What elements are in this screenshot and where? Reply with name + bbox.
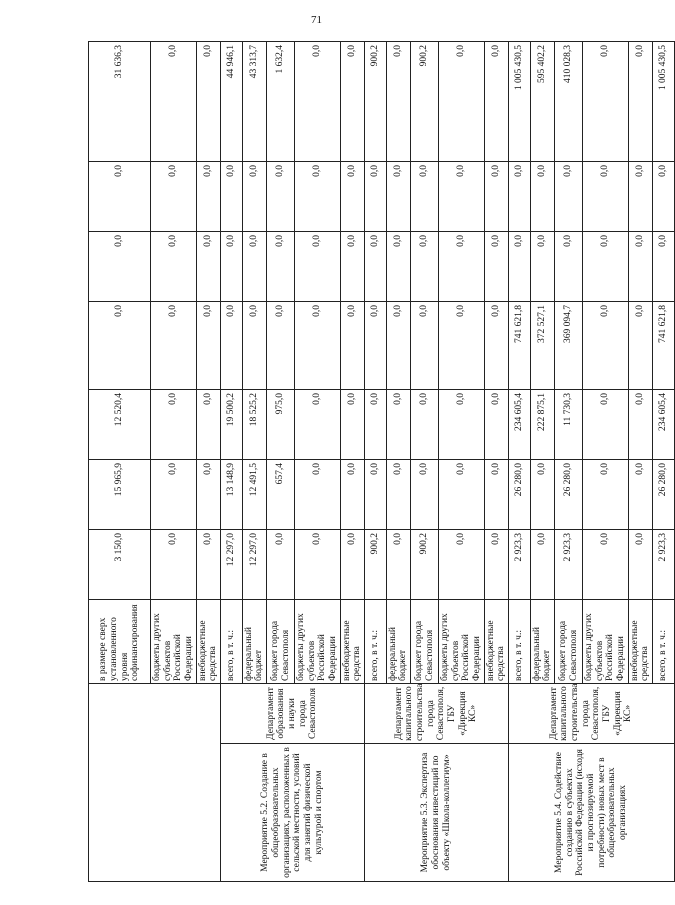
year-value: 0,0 [364, 162, 386, 232]
year-value: 0,0 [295, 390, 341, 460]
year-value: 0,0 [196, 302, 220, 390]
year-value: 372 527,1 [530, 302, 554, 390]
year-value: 0,0 [196, 530, 220, 600]
year-value: 0,0 [439, 302, 485, 390]
year-value: 0,0 [196, 390, 220, 460]
year-value: 0,0 [628, 232, 652, 302]
year-value: 0,0 [628, 390, 652, 460]
total-value: 0,0 [340, 42, 364, 162]
year-value: 0,0 [555, 162, 583, 232]
total-value: 900,2 [411, 42, 439, 162]
year-value: 0,0 [411, 162, 439, 232]
total-value: 44 946,1 [220, 42, 242, 162]
year-value: 0,0 [295, 530, 341, 600]
funding-source: всего, в т. ч.: [364, 600, 386, 684]
funding-source: внебюджетные средства [628, 600, 652, 684]
total-value: 0,0 [151, 42, 197, 162]
year-value: 0,0 [484, 530, 508, 600]
year-value: 0,0 [386, 232, 410, 302]
year-value: 0,0 [484, 232, 508, 302]
total-value: 0,0 [196, 42, 220, 162]
year-value: 0,0 [89, 162, 151, 232]
year-value: 0,0 [583, 390, 629, 460]
year-value: 2 923,3 [508, 530, 530, 600]
year-value: 0,0 [484, 162, 508, 232]
year-value: 234 605,4 [652, 390, 674, 460]
year-value: 0,0 [196, 232, 220, 302]
funding-source: бюджет города Севастополя [411, 600, 439, 684]
table-row [508, 42, 530, 882]
total-value: 0,0 [439, 42, 485, 162]
rotated-table-container [88, 42, 668, 882]
year-value: 0,0 [364, 390, 386, 460]
year-value: 0,0 [508, 162, 530, 232]
funding-source: федеральный бюджет [386, 600, 410, 684]
total-value: 43 313,7 [242, 42, 266, 162]
year-value: 0,0 [484, 302, 508, 390]
year-value: 0,0 [151, 460, 197, 530]
year-value: 0,0 [151, 162, 197, 232]
funding-source: бюджет города Севастополя [267, 600, 295, 684]
year-value: 0,0 [295, 162, 341, 232]
year-value: 26 280,0 [508, 460, 530, 530]
year-value: 26 280,0 [555, 460, 583, 530]
total-value: 0,0 [484, 42, 508, 162]
table-row [364, 42, 386, 882]
total-value: 595 402,2 [530, 42, 554, 162]
funding-source: в размере сверх установленного уровня софинансирования [89, 600, 151, 684]
year-value: 0,0 [411, 460, 439, 530]
year-value: 0,0 [295, 302, 341, 390]
year-value: 0,0 [583, 460, 629, 530]
funding-source: федеральный бюджет [242, 600, 266, 684]
year-value: 657,4 [267, 460, 295, 530]
year-value: 0,0 [555, 232, 583, 302]
year-value: 0,0 [439, 162, 485, 232]
year-value: 0,0 [439, 460, 485, 530]
year-value: 26 280,0 [652, 460, 674, 530]
year-value: 0,0 [295, 460, 341, 530]
responsible-org: Департамент капитального строительства города Севастополя, ГБУ «Дирекция КС» [364, 684, 508, 744]
year-value: 0,0 [583, 232, 629, 302]
event-name: Мероприятие 5.2. Создание в общеобразовательных организациях, расположенных в сельской местности, условий для занятий физической культурой и спортом [220, 744, 364, 882]
year-value: 2 923,3 [652, 530, 674, 600]
year-value: 0,0 [220, 302, 242, 390]
year-value: 0,0 [340, 302, 364, 390]
year-value: 0,0 [386, 162, 410, 232]
total-value: 1 632,4 [267, 42, 295, 162]
year-value: 0,0 [151, 390, 197, 460]
year-value: 0,0 [220, 162, 242, 232]
year-value: 0,0 [267, 232, 295, 302]
funding-source: всего, в т. ч.: [508, 600, 530, 684]
year-value: 0,0 [267, 302, 295, 390]
year-value: 11 730,3 [555, 390, 583, 460]
funding-source: всего, в т. ч.: [220, 600, 242, 684]
page-number: 71 [311, 14, 322, 26]
year-value: 0,0 [196, 460, 220, 530]
year-value: 0,0 [652, 232, 674, 302]
year-value: 0,0 [652, 162, 674, 232]
year-value: 0,0 [484, 460, 508, 530]
year-value: 234 605,4 [508, 390, 530, 460]
total-value: 0,0 [628, 42, 652, 162]
year-value: 0,0 [583, 530, 629, 600]
year-value: 0,0 [439, 530, 485, 600]
year-value: 0,0 [583, 162, 629, 232]
year-value: 0,0 [411, 302, 439, 390]
year-value: 0,0 [439, 232, 485, 302]
funding-source: всего, в т. ч.: [652, 600, 674, 684]
year-value: 0,0 [242, 232, 266, 302]
year-value: 0,0 [151, 232, 197, 302]
year-value: 0,0 [220, 232, 242, 302]
total-value: 1 005 430,5 [508, 42, 530, 162]
year-value: 0,0 [151, 302, 197, 390]
year-value: 0,0 [364, 460, 386, 530]
year-value: 0,0 [628, 460, 652, 530]
year-value: 0,0 [583, 302, 629, 390]
funding-source: бюджеты других субъектов Российской Федерации [583, 600, 629, 684]
empty-cell [89, 684, 221, 882]
funding-source: бюджеты других субъектов Российской Федерации [295, 600, 341, 684]
funding-source: внебюджетные средства [484, 600, 508, 684]
year-value: 12 520,4 [89, 390, 151, 460]
year-value: 0,0 [628, 302, 652, 390]
year-value: 0,0 [295, 232, 341, 302]
year-value: 0,0 [530, 232, 554, 302]
year-value: 0,0 [628, 530, 652, 600]
year-value: 900,2 [364, 530, 386, 600]
year-value: 0,0 [386, 302, 410, 390]
year-value: 0,0 [340, 162, 364, 232]
responsible-org: Департамент капитального строительства города Севастополя, ГБУ «Дирекция КС» [508, 684, 674, 744]
year-value: 0,0 [340, 232, 364, 302]
year-value: 0,0 [89, 232, 151, 302]
year-value: 0,0 [411, 390, 439, 460]
year-value: 900,2 [411, 530, 439, 600]
funding-source: бюджеты других субъектов Российской Федерации [439, 600, 485, 684]
year-value: 0,0 [340, 390, 364, 460]
event-name: Мероприятие 5.3. Экспертиза обоснования инвестиций по объекту «Школа-коллегиум» [364, 744, 508, 882]
year-value: 0,0 [439, 390, 485, 460]
total-value: 0,0 [295, 42, 341, 162]
budget-table [88, 41, 675, 882]
year-value: 19 500,2 [220, 390, 242, 460]
year-value: 0,0 [151, 530, 197, 600]
year-value: 975,0 [267, 390, 295, 460]
year-value: 0,0 [386, 530, 410, 600]
year-value: 12 297,0 [220, 530, 242, 600]
table-row [89, 42, 151, 882]
year-value: 0,0 [386, 390, 410, 460]
year-value: 0,0 [411, 232, 439, 302]
year-value: 0,0 [242, 302, 266, 390]
year-value: 15 965,9 [89, 460, 151, 530]
funding-source: внебюджетные средства [196, 600, 220, 684]
year-value: 18 525,2 [242, 390, 266, 460]
total-value: 0,0 [583, 42, 629, 162]
total-value: 0,0 [386, 42, 410, 162]
responsible-org: Департамент образования и науки города Севастополя [220, 684, 364, 744]
year-value: 0,0 [508, 232, 530, 302]
year-value: 0,0 [89, 302, 151, 390]
year-value: 0,0 [530, 162, 554, 232]
year-value: 0,0 [364, 232, 386, 302]
year-value: 0,0 [386, 460, 410, 530]
year-value: 222 875,1 [530, 390, 554, 460]
year-value: 0,0 [530, 530, 554, 600]
year-value: 0,0 [196, 162, 220, 232]
year-value: 0,0 [484, 390, 508, 460]
year-value: 0,0 [242, 162, 266, 232]
year-value: 0,0 [364, 302, 386, 390]
year-value: 2 923,3 [555, 530, 583, 600]
funding-source: бюджет города Севастополя [555, 600, 583, 684]
year-value: 0,0 [267, 530, 295, 600]
funding-source: федеральный бюджет [530, 600, 554, 684]
year-value: 12 297,0 [242, 530, 266, 600]
table-row [220, 42, 242, 882]
year-value: 741 621,8 [508, 302, 530, 390]
year-value: 13 148,9 [220, 460, 242, 530]
year-value: 12 491,5 [242, 460, 266, 530]
year-value: 0,0 [340, 530, 364, 600]
total-value: 410 028,3 [555, 42, 583, 162]
year-value: 0,0 [267, 162, 295, 232]
funding-source: бюджеты других субъектов Российской Федерации [151, 600, 197, 684]
funding-source: внебюджетные средства [340, 600, 364, 684]
year-value: 3 150,0 [89, 530, 151, 600]
total-value: 900,2 [364, 42, 386, 162]
year-value: 369 094,7 [555, 302, 583, 390]
year-value: 0,0 [340, 460, 364, 530]
year-value: 0,0 [530, 460, 554, 530]
event-name: Мероприятие 5.4. Содействие созданию в субъектах Российской Федерации (исходя из прогнозируемой потребности) новых мест в общеобразовательных организациях [508, 744, 674, 882]
year-value: 0,0 [628, 162, 652, 232]
total-value: 31 636,3 [89, 42, 151, 162]
total-value: 1 005 430,5 [652, 42, 674, 162]
year-value: 741 621,8 [652, 302, 674, 390]
